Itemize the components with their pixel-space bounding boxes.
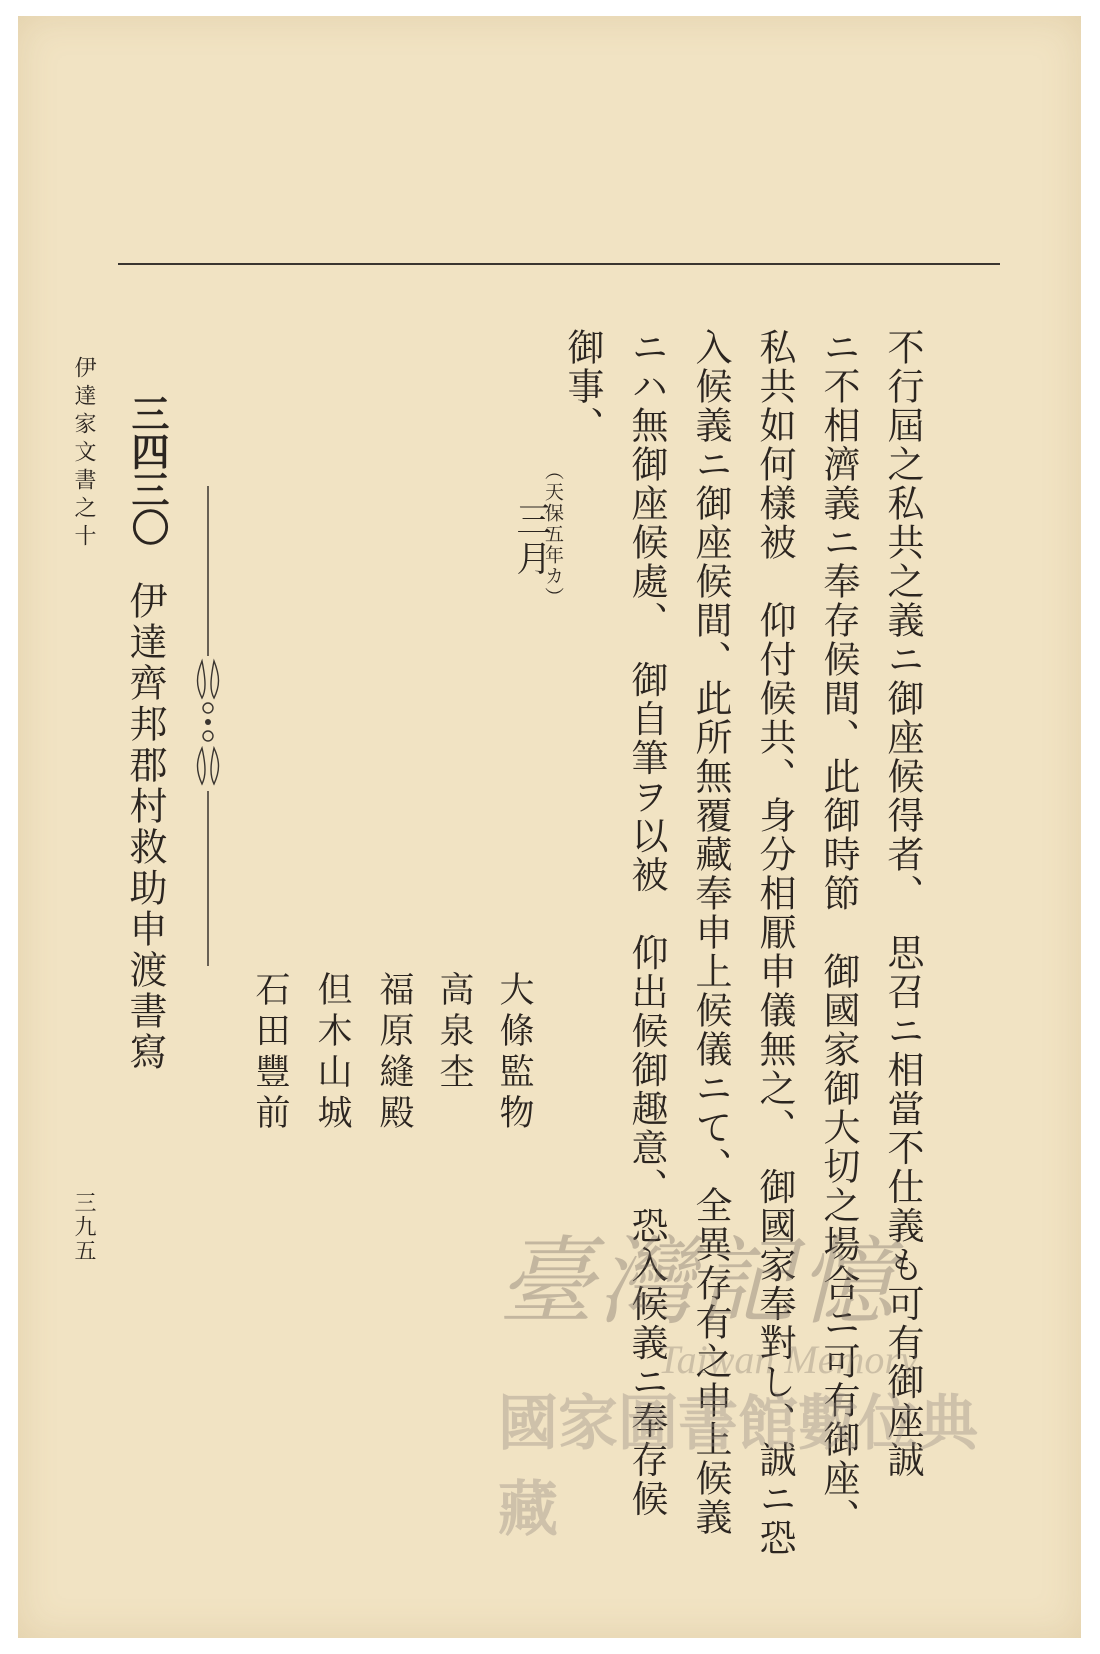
date-note: （天保五年カ） bbox=[542, 461, 564, 608]
ornament-divider bbox=[188, 486, 228, 966]
signatory: 福原縫殿 bbox=[374, 971, 414, 1135]
signatory: 石田豐前 bbox=[250, 971, 290, 1135]
body-line: ニハ無御座候處、 御自筆ヲ以被 仰出候御趣意、恐入候義ニ奉存候 bbox=[625, 328, 668, 1519]
document-page bbox=[18, 16, 1081, 1638]
body-line: 御事、 bbox=[561, 328, 604, 445]
top-rule bbox=[118, 263, 1000, 265]
date: 三月 bbox=[511, 501, 551, 579]
watermark-english: Taiwan Memory bbox=[658, 1337, 918, 1382]
watermark-art: 臺灣記憶 bbox=[498, 1226, 898, 1338]
body-line: ニ不相濟義ニ奉存候間、此御時節 御國家御大切之場合ニ可有御座、 bbox=[817, 328, 860, 1537]
signatory: 但木山城 bbox=[312, 971, 352, 1135]
signatory: 大條監物 bbox=[494, 971, 534, 1135]
watermark-library: 國家圖書館數位典藏 bbox=[498, 1389, 978, 1545]
document-number: 三四三〇 bbox=[125, 394, 169, 546]
body-line: 私共如何樣被 仰付候共、身分相厭申儀無之、 御國家奉對し、誠ニ恐 bbox=[753, 328, 796, 1558]
running-header: 伊達家文書之十 bbox=[71, 356, 96, 552]
watermark bbox=[498, 1206, 1018, 1545]
document-title: 伊達齊邦郡村救助申渡書寫 bbox=[123, 581, 167, 1073]
body-line: 不行屆之私共之義ニ御座候得者、 思召ニ相當不仕義も可有御座誠 bbox=[881, 328, 924, 1480]
page-number: 三九五 bbox=[71, 1191, 96, 1263]
body-line: 入候義ニ御座候間、此所無覆藏奉申上候儀ニて、全異存有之申上候義 bbox=[689, 328, 732, 1537]
signatory: 高泉杢 bbox=[434, 971, 474, 1094]
